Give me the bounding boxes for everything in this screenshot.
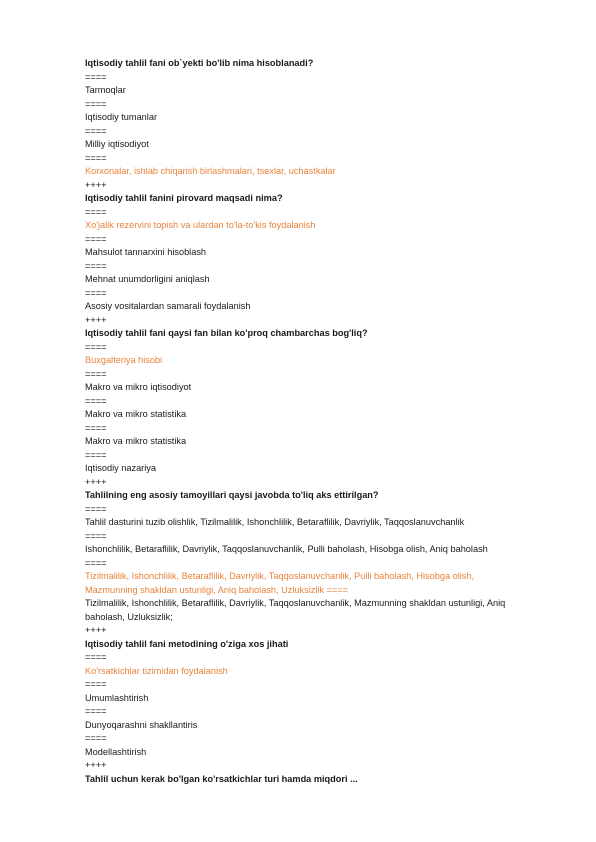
- answer-option-text: Iqtisodiy nazariya: [85, 463, 156, 473]
- separator-text: ====: [85, 449, 107, 460]
- answer-option-text: Makro va mikro statistika: [85, 436, 187, 446]
- question-text: Iqtisodiy tahlil fanini pirovard maqsadi nima?: [85, 193, 283, 203]
- question-text: Tahlil uchun kerak bo'lgan ko'rsatkichlar turi hamda miqdori ...: [85, 773, 358, 784]
- separator-text: ====: [85, 368, 107, 379]
- separator-text: ++++: [85, 760, 107, 770]
- separator-text: ====: [85, 125, 107, 136]
- answer-option-text: Makro va mikro statistika: [85, 409, 187, 419]
- separator-text: ====: [85, 706, 107, 716]
- separator-text: ====: [85, 341, 107, 352]
- answer-option-text: Tarmoqlar: [85, 85, 126, 95]
- correct-answer-text: Korxonalar, ishlab chiqarish birlashmalari, tsexlar, uchastkalar: [85, 166, 336, 176]
- answer-option-text: Makro va mikro iqtisodiyot: [85, 382, 192, 392]
- answer-option-text: Tahlil dasturini tuzib olishlik, Tizilmalilik, Ishonchlilik, Betaraflilik, Davriylik, Taqqoslanuvchanlik: [85, 517, 465, 527]
- separator-text: ====: [85, 652, 107, 662]
- question-text: Iqtisodiy tahlil fani metodining o'ziga xos jihati: [85, 638, 289, 649]
- separator-text: ====: [85, 530, 107, 541]
- answer-option-text: Mahsulot tannarxini hisoblash: [85, 247, 207, 257]
- separator-text: ====: [85, 733, 107, 743]
- correct-answer-text: Buxgalteriya hisobi: [85, 355, 163, 365]
- separator-text: ====: [85, 71, 107, 82]
- question-text: Iqtisodiy tahlil fani ob`yekti bo'lib nima hisoblanadi?: [85, 58, 314, 68]
- separator-text: ++++: [85, 625, 107, 635]
- separator-text: ====: [85, 679, 107, 689]
- separator-text: ====: [85, 260, 107, 271]
- separator-text: ====: [85, 503, 107, 514]
- answer-option-text: Milliy iqtisodiyot: [85, 139, 149, 149]
- answer-option-text: Asosiy vositalardan samarali foydalanish: [85, 301, 251, 311]
- answer-option-text: Umumlashtirish: [85, 692, 149, 703]
- separator-text: ++++: [85, 476, 107, 487]
- separator-text: ====: [85, 233, 107, 244]
- correct-answer-text: Xo'jalik rezervini topish va ulardan to'la-to'kis foydalanish: [85, 220, 316, 230]
- question-text: Tahlilning eng asosiy tamoyillari qaysi javobda to'liq aks ettirilgan?: [85, 490, 379, 500]
- separator-text: ++++: [85, 179, 107, 190]
- separator-text: ++++: [85, 314, 107, 325]
- answer-option-text: Modellashtirish: [85, 746, 147, 757]
- answer-option-text: Dunyoqarashni shakllantiris: [85, 719, 198, 730]
- document-page: [85, 57, 525, 786]
- separator-text: ====: [85, 287, 107, 298]
- answer-option-text: Iqtisodiy tumanlar: [85, 112, 158, 122]
- correct-answer-text: Tizilmalilik, Ishonchlilik, Betaraflilik, Davriylik, Taqqoslanuvchanlik, Pulli baholash, Hisobga olish, Mazmunning shakldan ustunligi, Aniq baholash, Uzluksizlik ====: [85, 571, 475, 595]
- separator-text: ====: [85, 206, 107, 217]
- correct-answer-text: Ko'rsatkichlar tizimidan foydalanish: [85, 665, 228, 676]
- separator-text: ====: [85, 152, 107, 163]
- separator-text: ====: [85, 422, 107, 433]
- separator-text: ====: [85, 557, 107, 568]
- separator-text: ====: [85, 395, 107, 406]
- question-text: Iqtisodiy tahlil fani qaysi fan bilan ko'proq chambarchas bog'liq?: [85, 328, 368, 338]
- answer-option-text: Mehnat unumdorligini aniqlash: [85, 274, 210, 284]
- answer-option-text: Ishonchlilik, Betaraflilik, Davriylik, Taqqoslanuvchanlik, Pulli baholash, Hisobga olish, Aniq baholash: [85, 544, 488, 554]
- separator-text: ====: [85, 98, 107, 109]
- answer-option-text: Tizilmalilik, Ishonchlilik, Betaraflilik, Davriylik, Taqqoslanuvchanlik, Mazmunning shakldan ustunligi, Aniq baholash, Uzluksizlik;: [85, 598, 506, 622]
